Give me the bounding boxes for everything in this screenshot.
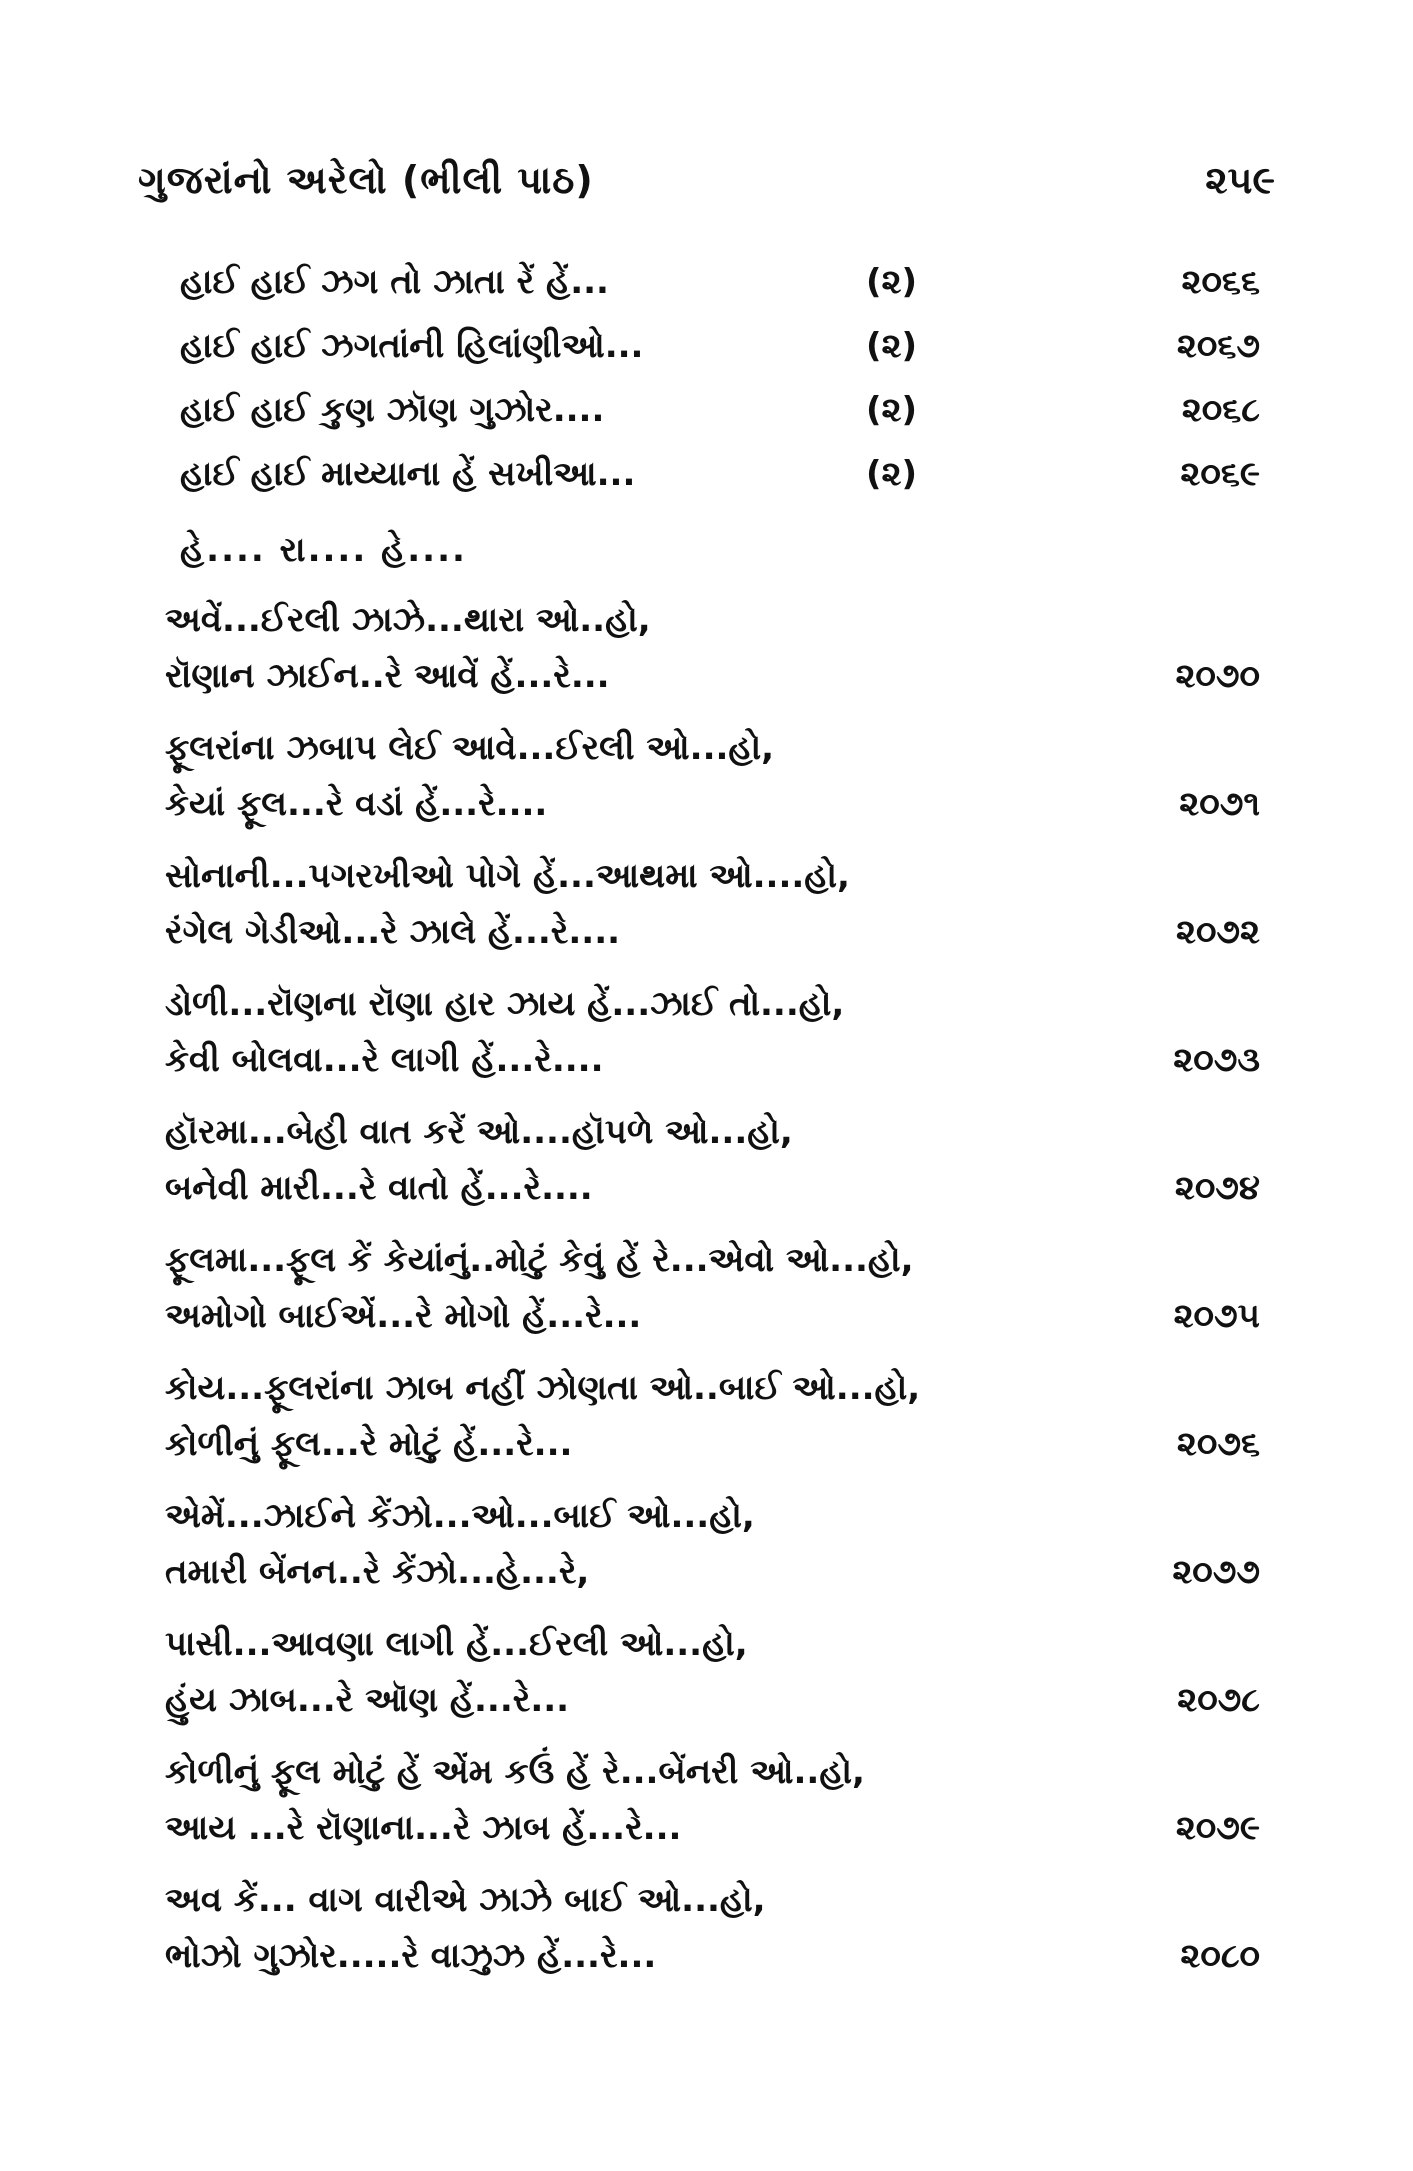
stanza-line-1: પાસી...આવણા લાગી હેં...ઈરલી ઓ...હો, <box>165 1624 748 1664</box>
stanza <box>165 600 1260 728</box>
stanza-line-2: કેયાં ફૂલ...રે વડાં હેં...રે.... <box>165 784 548 824</box>
refrain-block <box>180 262 1260 518</box>
verse-number: ૨૦૭૧ <box>1179 784 1260 824</box>
stanza <box>165 1624 1260 1752</box>
running-title: ગુજરાંનો અરેલો (ભીલી પાઠ) <box>138 158 594 202</box>
stanza <box>165 856 1260 984</box>
stanza-line-1: કોળીનું ફૂલ મોટું હેં એંમ કઉં હેં રે...બેંનરી ઓ..હો, <box>165 1752 865 1792</box>
verse-number: ૨૦૭૮ <box>1177 1680 1260 1720</box>
stanza <box>165 1752 1260 1880</box>
verse-number: ૨૦૬૮ <box>1181 390 1260 430</box>
stanza-line-2: બનેવી મારી...રે વાતો હેં...રે.... <box>165 1168 593 1208</box>
stanza-line-2: તમારી બેંનન..રે કેંઝો...હે...રે, <box>165 1552 590 1592</box>
verse-number: ૨૦૭૯ <box>1175 1808 1260 1848</box>
stanza-line-1: સોનાની...પગરખીઓ પોગે હેં...આથમા ઓ....હો, <box>165 856 850 896</box>
stanza-line-2: રંગેલ ગેડીઓ...રે ઝાલે હેં...રે.... <box>165 912 621 952</box>
verse-number: ૨૦૭૦ <box>1175 656 1260 696</box>
refrain-text: હાઈ હાઈ ઝગતાંની હિલાંણીઓ... <box>180 326 644 366</box>
refrain-text: હાઈ હાઈ માય્યાના હેં સખીઆ... <box>180 454 636 494</box>
stanza <box>165 1496 1260 1624</box>
verse-number: ૨૦૭૨ <box>1175 912 1260 952</box>
verse-number: ૨૦૭૩ <box>1173 1040 1260 1080</box>
stanza <box>165 1880 1260 2008</box>
stanza-line-2: રૉણાન ઝાઈન..રે આવેં હેં...રે... <box>165 656 610 696</box>
stanza <box>165 984 1260 1112</box>
stanza-line-1: અવેં...ઈરલી ઝાઝે...થારા ઓ..હો, <box>165 600 651 640</box>
page-number: ૨૫૯ <box>1205 158 1275 202</box>
stanza-line-1: એમેં...ઝાઈને કેંઝો...ઓ...બાઈ ઓ...હો, <box>165 1496 755 1536</box>
stanza-line-2: આય ...રે રૉણાના...રે ઝાબ હેં...રે... <box>165 1808 682 1848</box>
stanza-list <box>165 600 1260 2008</box>
stanza <box>165 1368 1260 1496</box>
verse-number: ૨૦૬૬ <box>1181 262 1260 302</box>
verse-number: ૨૦૬૭ <box>1176 326 1260 366</box>
refrain-line <box>180 262 1260 326</box>
stanza <box>165 1112 1260 1240</box>
refrain-line <box>180 454 1260 518</box>
stanza-line-1: ફૂલમા...ફૂલ કેં કેયાંનું..મોટું કેવું હેં રે...એવો ઓ...હો, <box>165 1240 914 1280</box>
verse-number: ૨૦૮૦ <box>1180 1936 1260 1976</box>
stanza-line-2: કોળીનું ફૂલ...રે મોટું હેં...રે... <box>165 1424 573 1464</box>
stanza-line-1: અવ કેં... વાગ વારીએ ઝાઝે બાઈ ઓ...હો, <box>165 1880 766 1920</box>
stanza-line-2: કેવી બોલવા...રે લાગી હેં...રે.... <box>165 1040 604 1080</box>
stanza-line-1: ફૂલરાંના ઝબાપ લેઈ આવે...ઈરલી ઓ...હો, <box>165 728 774 768</box>
stanza-line-2: હુંય ઝાબ...રે ઑણ હેં...રે... <box>165 1680 570 1720</box>
verse-number: ૨૦૬૯ <box>1180 454 1260 494</box>
stanza <box>165 1240 1260 1368</box>
refrain-text: હાઈ હાઈ ઝગ તો ઝાતા રેં હેં... <box>180 262 609 302</box>
stanza-line-1: હૉરમા...બેહી વાત કરેં ઓ....હૉપળે ઓ...હો, <box>165 1112 793 1152</box>
stanza-line-1: ડોળી...રૉણના રૉણા હાર ઝાય હેં...ઝાઈ તો...હો, <box>165 984 845 1024</box>
verse-number: ૨૦૭૭ <box>1172 1552 1260 1592</box>
stanza-line-2: અમોગો બાઈએં...રે મોગો હેં...રે... <box>165 1296 642 1336</box>
repeat-marker: (૨) <box>866 262 918 302</box>
verse-number: ૨૦૭૬ <box>1176 1424 1260 1464</box>
refrain-line <box>180 326 1260 390</box>
refrain-line <box>180 390 1260 454</box>
verse-number: ૨૦૭૪ <box>1174 1168 1260 1208</box>
repeat-marker: (૨) <box>866 454 918 494</box>
stanza <box>165 728 1260 856</box>
call-line: હે.... રા.... હે.... <box>180 530 467 570</box>
stanza-line-2: ભોઝો ગુઝોર.....રે વાઝુઝ હેં...રે... <box>165 1936 657 1976</box>
repeat-marker: (૨) <box>866 326 918 366</box>
stanza-line-1: કોય...ફૂલરાંના ઝાબ નહીં ઝોણતા ઓ..બાઈ ઓ...હો, <box>165 1368 921 1408</box>
verse-number: ૨૦૭૫ <box>1173 1296 1260 1336</box>
repeat-marker: (૨) <box>866 390 918 430</box>
refrain-text: હાઈ હાઈ કુણ ઝૉણ ગુઝોર.... <box>180 390 605 430</box>
